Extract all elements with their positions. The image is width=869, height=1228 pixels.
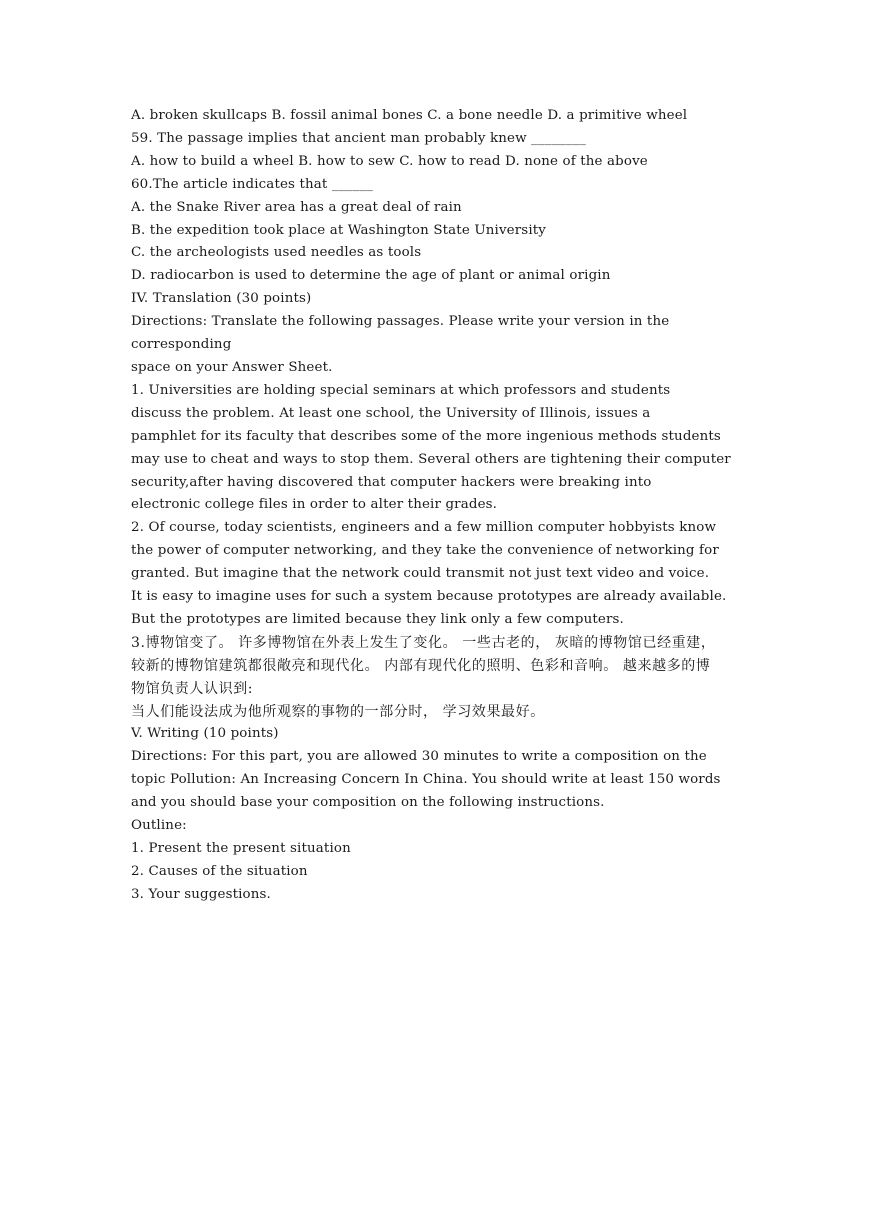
passage-1-line-6: electronic college files in order to alter their grades. xyxy=(131,497,498,513)
writing-directions-line-1: Directions: For this part, you are allowed 30 minutes to write a composition on the xyxy=(131,749,707,765)
passage-2-line-4: It is easy to imagine uses for such a system because prototypes are already available. xyxy=(131,589,727,605)
translation-directions-line-3: space on your Answer Sheet. xyxy=(131,359,333,375)
section-writing-heading: V. Writing (10 points) xyxy=(131,726,279,742)
translation-directions-line-2: corresponding xyxy=(131,337,232,353)
writing-directions-line-2: topic Pollution: An Increasing Concern In China. You should write at least 150 words xyxy=(131,772,721,788)
outline-item-3: 3. Your suggestions. xyxy=(131,886,271,902)
passage-1-line-3: pamphlet for its faculty that describes some of the more ingenious methods students xyxy=(131,428,721,444)
outline-item-2: 2. Causes of the situation xyxy=(131,863,308,879)
translation-directions-line-1: Directions: Translate the following passages. Please write your version in the xyxy=(131,314,670,330)
passage-1-line-1: 1. Universities are holding special seminars at which professors and students xyxy=(131,382,671,398)
passage-2-line-3: granted. But imagine that the network could transmit not just text video and voice. xyxy=(131,566,710,582)
passage-1-line-2: discuss the problem. At least one school, the University of Illinois, issues a xyxy=(131,405,651,421)
passage-1-line-4: may use to cheat and ways to stop them. Several others are tightening their computer xyxy=(131,451,731,467)
document-page xyxy=(131,105,741,907)
passage-3-line-2: 较新的博物馆建筑都很敞亮和现代化。 内部有现代化的照明、色彩和音响。 越来越多的博 xyxy=(131,657,711,674)
q59-question: 59. The passage implies that ancient man probably knew ________ xyxy=(131,130,586,146)
passage-3-line-1: 3.博物馆变了。 许多博物馆在外表上发生了变化。 一些古老的， 灰暗的博物馆已经重建， xyxy=(131,634,716,651)
passage-3-line-3: 物馆负责人认识到: xyxy=(131,680,254,697)
passage-2-line-5: But the prototypes are limited because they link only a few computers. xyxy=(131,611,624,627)
q58-options: A. broken skullcaps B. fossil animal bones C. a bone needle D. a primitive wheel xyxy=(131,108,688,123)
passage-1-line-5: security,after having discovered that computer hackers were breaking into xyxy=(131,474,652,490)
q60-option-c: C. the archeologists used needles as tools xyxy=(131,245,422,261)
q60-question: 60.The article indicates that ______ xyxy=(131,176,373,192)
outline-item-1: 1. Present the present situation xyxy=(131,841,351,856)
passage-2-line-2: the power of computer networking, and they take the convenience of networking for xyxy=(131,543,719,559)
outline-heading: Outline: xyxy=(131,818,187,834)
writing-directions-line-3: and you should base your composition on the following instructions. xyxy=(131,795,605,811)
section-translation-heading: IV. Translation (30 points) xyxy=(131,291,312,307)
passage-3-line-4: 当人们能设法成为他所观察的事物的一部分时， 学习效果最好。 xyxy=(131,703,545,720)
q60-option-b: B. the expedition took place at Washington State University xyxy=(131,222,547,238)
q60-option-d: D. radiocarbon is used to determine the age of plant or animal origin xyxy=(131,268,611,284)
q60-option-a: A. the Snake River area has a great deal of rain xyxy=(131,199,462,215)
q59-options: A. how to build a wheel B. how to sew C. how to read D. none of the above xyxy=(131,153,648,169)
passage-2-line-1: 2. Of course, today scientists, engineers and a few million computer hobbyists know xyxy=(131,520,717,536)
